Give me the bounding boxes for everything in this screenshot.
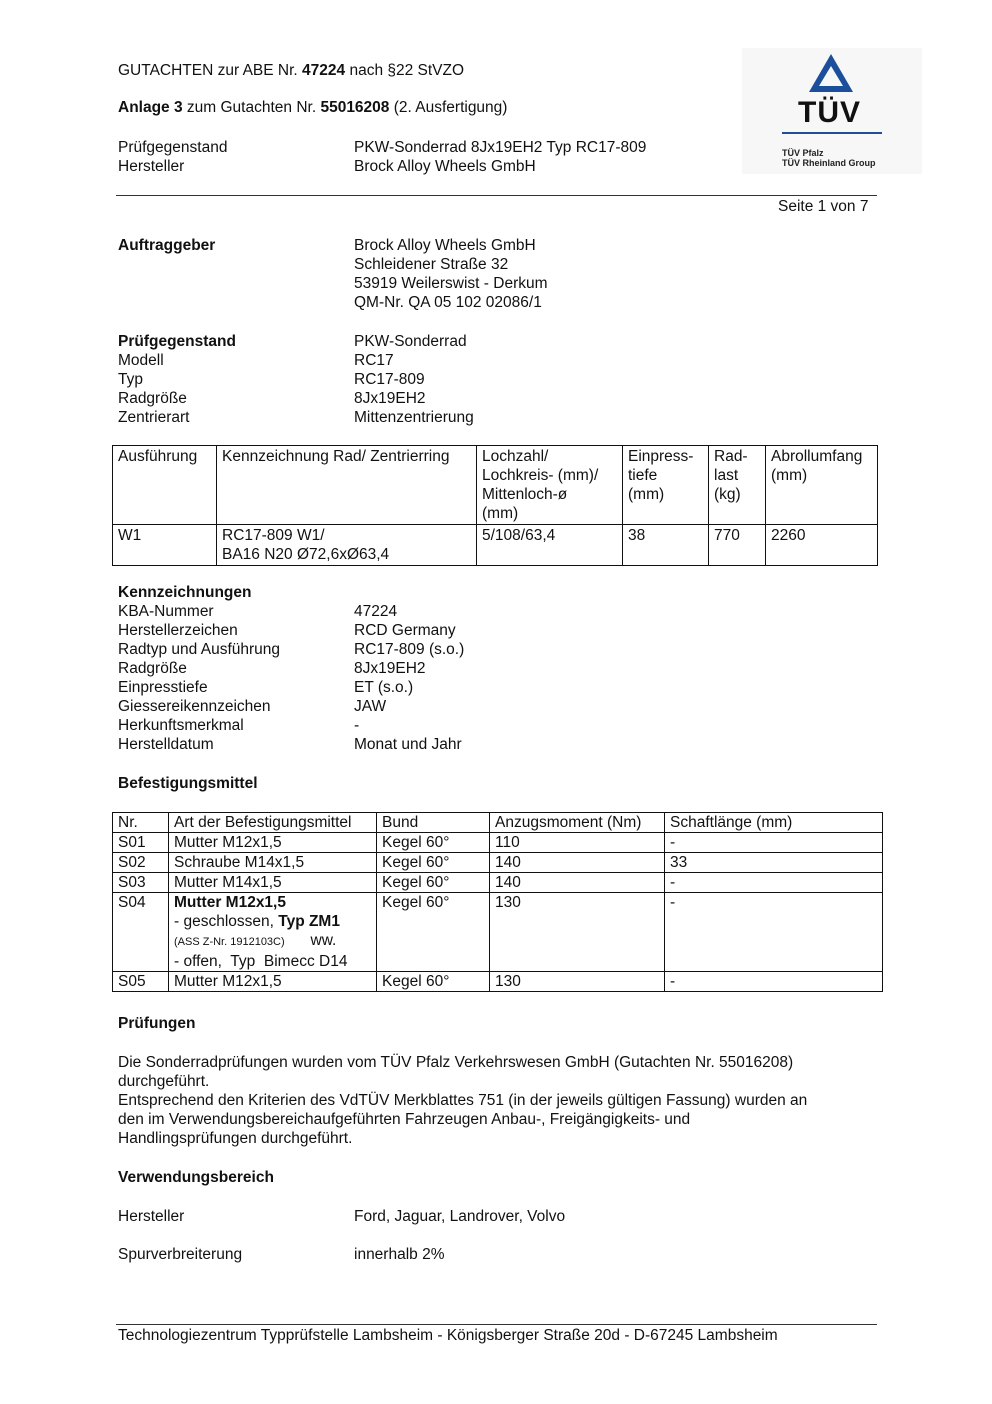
footer-divider — [116, 1324, 877, 1325]
pg-value-zentrierart: Mittenzentrierung — [354, 409, 474, 426]
logo-bar — [782, 132, 882, 134]
header-divider — [116, 195, 877, 196]
pruefungen-line: Handlingsprüfungen durchgeführt. — [118, 1130, 353, 1147]
kz-label: Herstelldatum — [118, 736, 214, 753]
bef-cell-nr: S05 — [113, 972, 169, 992]
wheel-table-header-row — [113, 446, 878, 525]
wheel-cell-lochzahl: 5/108/63,4 — [477, 525, 623, 566]
bef-cell-bund: Kegel 60° — [377, 972, 490, 992]
bef-cell-nr: S04 — [113, 893, 169, 972]
bef-cell-bund: Kegel 60° — [377, 833, 490, 853]
kz-label: Radtyp und Ausführung — [118, 641, 281, 658]
bef-cell-art: Mutter M14x1,5 — [169, 873, 377, 893]
verwendung-hersteller-value: Ford, Jaguar, Landrover, Volvo — [354, 1208, 566, 1225]
pruefgegenstand-title-value: PKW-Sonderrad — [354, 333, 467, 350]
kz-value: JAW — [354, 698, 387, 715]
bef-cell-moment: 140 — [490, 873, 665, 893]
wheel-cell-radlast: 770 — [709, 525, 766, 566]
pg-value-typ: RC17-809 — [354, 371, 425, 388]
wheel-header-abrollumfang: Abrollumfang (mm) — [766, 446, 878, 525]
bef-cell-nr: S02 — [113, 853, 169, 873]
auftraggeber-label: Auftraggeber — [118, 237, 216, 254]
pg-value-radgroesse: 8Jx19EH2 — [354, 390, 426, 407]
pruefungen-title: Prüfungen — [118, 1015, 196, 1032]
kz-label: Herstellerzeichen — [118, 622, 238, 639]
logo-sub1: TÜV Pfalz — [782, 148, 824, 158]
bef-cell-art: Mutter M12x1,5 - geschlossen, Typ ZM1 (ASS Z-Nr. 1912103C) ww. - offen, Typ Bimecc D14 — [169, 893, 377, 972]
bef-cell-bund: Kegel 60° — [377, 893, 490, 972]
bef-cell-moment: 140 — [490, 853, 665, 873]
header-hersteller-value: Brock Alloy Wheels GmbH — [354, 158, 536, 175]
bef-header-schaft: Schaftlänge (mm) — [665, 813, 883, 833]
auftraggeber-line-1: Brock Alloy Wheels GmbH — [354, 237, 536, 254]
bef-header-nr: Nr. — [113, 813, 169, 833]
kz-label: Radgröße — [118, 660, 187, 677]
header-pg-label: Prüfgegenstand — [118, 139, 228, 156]
logo-text: TÜV — [798, 96, 861, 129]
pruefungen-line: den im Verwendungsbereichaufgeführten Fahrzeugen Anbau-, Freigängigkeits- und — [118, 1111, 691, 1128]
verwendung-spur-label: Spurverbreiterung — [118, 1246, 243, 1263]
tuv-logo — [742, 48, 922, 174]
bef-cell-moment: 110 — [490, 833, 665, 853]
pg-label-typ: Typ — [118, 371, 143, 388]
kennzeichnungen-title: Kennzeichnungen — [118, 584, 252, 601]
pg-label-radgroesse: Radgröße — [118, 390, 187, 407]
header-line-2: Anlage 3 zum Gutachten Nr. 55016208 (2. Ausfertigung) — [118, 99, 508, 116]
pg-label-modell: Modell — [118, 352, 164, 369]
bef-cell-schaft: - — [665, 873, 883, 893]
kz-label: Einpresstiefe — [118, 679, 208, 696]
verwendung-hersteller-label: Hersteller — [118, 1208, 185, 1225]
wheel-cell-abrollumfang: 2260 — [766, 525, 878, 566]
wheel-table — [112, 445, 878, 566]
kz-label: KBA-Nummer — [118, 603, 214, 620]
header-line-1: GUTACHTEN zur ABE Nr. 47224 nach §22 StVZO — [118, 62, 465, 79]
befestigung-title: Befestigungsmittel — [118, 775, 258, 792]
pruefungen-line: Entsprechend den Kriterien des VdTÜV Merkblattes 751 (in der jeweils gültigen Fassung) wurden an — [118, 1092, 808, 1109]
bef-cell-art: Schraube M14x1,5 — [169, 853, 377, 873]
table-row — [113, 893, 883, 972]
pruefgegenstand-title: Prüfgegenstand — [118, 333, 236, 350]
bef-cell-nr: S01 — [113, 833, 169, 853]
bef-cell-nr: S03 — [113, 873, 169, 893]
kz-value: RC17-809 (s.o.) — [354, 641, 465, 658]
befestigung-header-row — [113, 813, 883, 833]
bef-cell-schaft: - — [665, 972, 883, 992]
verwendung-spur-value: innerhalb 2% — [354, 1246, 445, 1263]
kz-value: - — [354, 717, 360, 734]
pg-value-modell: RC17 — [354, 352, 394, 369]
kz-label: Giessereikennzeichen — [118, 698, 271, 715]
wheel-header-kennzeichnung: Kennzeichnung Rad/ Zentrierring — [217, 446, 477, 525]
bef-cell-schaft: - — [665, 893, 883, 972]
verwendung-title: Verwendungsbereich — [118, 1169, 274, 1186]
wheel-cell-kennzeichnung: RC17-809 W1/ BA16 N20 Ø72,6xØ63,4 — [217, 525, 477, 566]
auftraggeber-line-2: Schleidener Straße 32 — [354, 256, 509, 273]
kz-value: ET (s.o.) — [354, 679, 414, 696]
table-row — [113, 972, 883, 992]
wheel-cell-ausfuehrung: W1 — [113, 525, 217, 566]
bef-cell-bund: Kegel 60° — [377, 853, 490, 873]
tuv-triangle-icon — [806, 52, 856, 94]
kz-value: 47224 — [354, 603, 398, 620]
table-row — [113, 833, 883, 853]
wheel-header-einpresstiefe: Einpress- tiefe (mm) — [623, 446, 709, 525]
bef-cell-schaft: 33 — [665, 853, 883, 873]
bef-cell-schaft: - — [665, 833, 883, 853]
bef-header-bund: Bund — [377, 813, 490, 833]
wheel-header-ausfuehrung: Ausführung — [113, 446, 217, 525]
kz-value: 8Jx19EH2 — [354, 660, 426, 677]
pruefungen-line: durchgeführt. — [118, 1073, 210, 1090]
bef-cell-moment: 130 — [490, 893, 665, 972]
kz-label: Herkunftsmerkmal — [118, 717, 244, 734]
bef-cell-art: Mutter M12x1,5 — [169, 833, 377, 853]
header-pg-value: PKW-Sonderrad 8Jx19EH2 Typ RC17-809 — [354, 139, 647, 156]
wheel-header-radlast: Rad- last (kg) — [709, 446, 766, 525]
bef-cell-art: Mutter M12x1,5 — [169, 972, 377, 992]
table-row — [113, 873, 883, 893]
wheel-header-lochzahl: Lochzahl/ Lochkreis- (mm)/ Mittenloch-ø (mm) — [477, 446, 623, 525]
bef-header-moment: Anzugsmoment (Nm) — [490, 813, 665, 833]
pruefungen-line: Die Sonderradprüfungen wurden vom TÜV Pfalz Verkehrswesen GmbH (Gutachten Nr. 55016208) — [118, 1054, 794, 1071]
wheel-table-row — [113, 525, 878, 566]
befestigung-table — [112, 812, 883, 992]
auftraggeber-line-3: 53919 Weilerswist - Derkum — [354, 275, 548, 292]
header-hersteller-label: Hersteller — [118, 158, 185, 175]
table-row — [113, 853, 883, 873]
pg-label-zentrierart: Zentrierart — [118, 409, 190, 426]
logo-sub2: TÜV Rheinland Group — [782, 158, 876, 168]
bef-header-art: Art der Befestigungsmittel — [169, 813, 377, 833]
auftraggeber-line-4: QM-Nr. QA 05 102 02086/1 — [354, 294, 542, 311]
footer-text: Technologiezentrum Typprüfstelle Lambsheim - Königsberger Straße 20d - D-67245 Lambsheim — [118, 1327, 778, 1344]
kz-value: RCD Germany — [354, 622, 456, 639]
bef-cell-bund: Kegel 60° — [377, 873, 490, 893]
bef-cell-moment: 130 — [490, 972, 665, 992]
kz-value: Monat und Jahr — [354, 736, 462, 753]
page-number: Seite 1 von 7 — [778, 198, 869, 215]
wheel-cell-einpresstiefe: 38 — [623, 525, 709, 566]
